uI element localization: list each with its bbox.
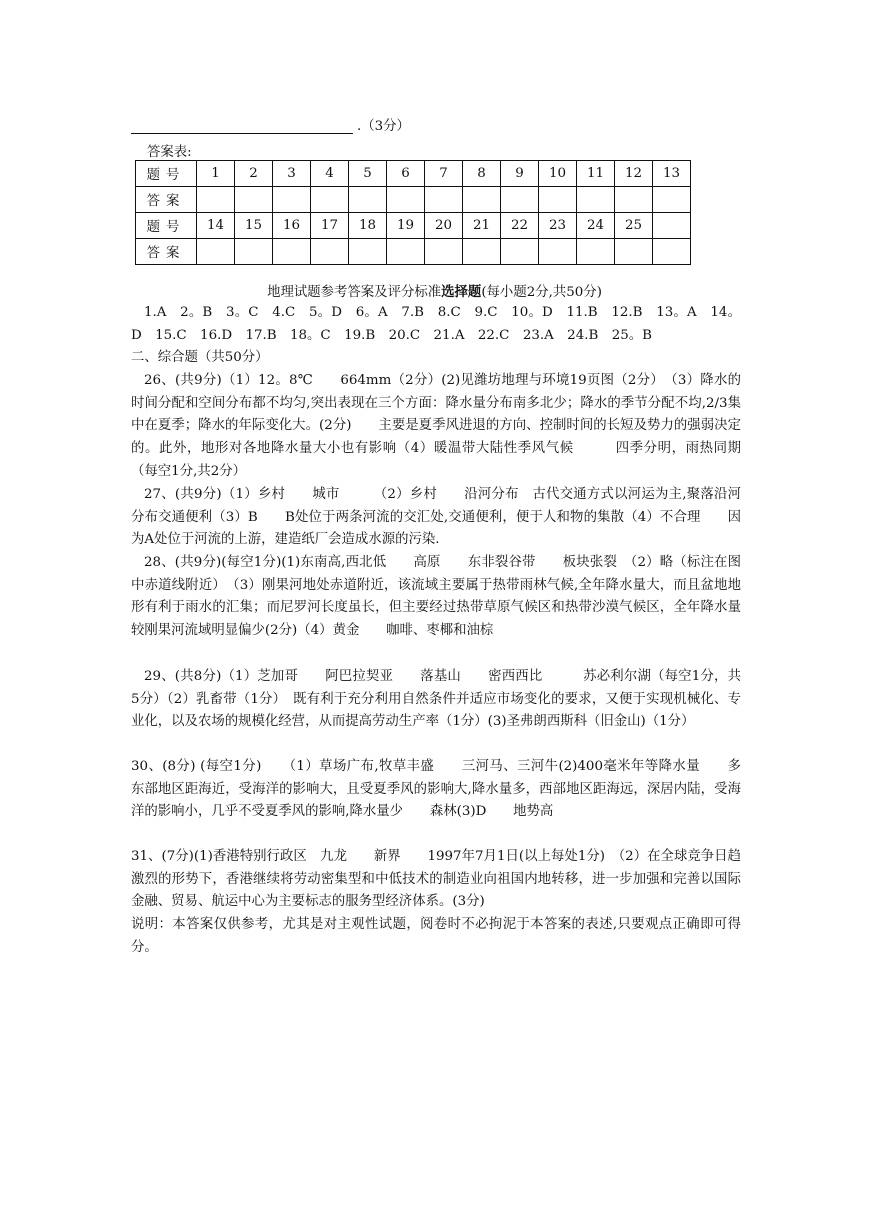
answer-cell[interactable] <box>653 187 691 213</box>
multiple-choice-answers: 1.A 2。B 3。C 4.C 5。D 6。A 7.B 8.C 9.C 10。D 11.B 12.B 13。A 14。D 15.C 16.D 17.B 18。C 19.B 20.C 21.A 22.C 23.A 24.B 25。B <box>131 305 741 343</box>
answer-q28: 28、(共9分)(每空1分)(1)东南高,西北低 高原 东非裂谷带 板块张裂 （2）略（标注在图中赤道线附近） （3）刚果河地处赤道附近，该流域主要属于热带雨林气候,全年降水量大，而且盆地地形有利于雨水的汇集；而尼罗河长度虽长，但主要经过热带草原气候区和热带沙漠气候区，全年降水量较刚果河流域明显偏少(2分)（4）黄金 咖啡、枣椰和油棕 <box>131 555 741 639</box>
row-header-answer: 答案 <box>136 239 197 265</box>
blank-underline <box>131 119 353 134</box>
answer-cell[interactable] <box>463 187 501 213</box>
question-number <box>653 213 691 239</box>
row-header-number: 题号 <box>136 161 197 187</box>
question-number: 16 <box>273 213 311 239</box>
answer-cell[interactable] <box>577 187 615 213</box>
question-number: 2 <box>235 161 273 187</box>
question-number: 13 <box>653 161 691 187</box>
question-number: 7 <box>425 161 463 187</box>
answer-cell[interactable] <box>501 239 539 265</box>
answer-cell[interactable] <box>539 239 577 265</box>
answer-q31: 31、(7分)(1)香港特别行政区 九龙 新界 1997年7月1日(以上每处1分) （2）在全球竞争日趋激烈的形势下，香港继续将劳动密集型和中低技术的制造业向祖国内地转移，进一步加强和完善以国际金融、贸易、航运中心为主要标志的服务型经济体系。(3分) <box>131 849 741 910</box>
answer-cell[interactable] <box>425 239 463 265</box>
question-number: 14 <box>197 213 235 239</box>
row-header-number: 题号 <box>136 213 197 239</box>
table-row <box>136 239 691 265</box>
answer-cell[interactable] <box>273 187 311 213</box>
answer-cell[interactable] <box>615 239 653 265</box>
grading-note: 说明：本答案仅供参考，尤其是对主观性试题，阅卷时不必拘泥于本答案的表述,只要观点正确即可得分。 <box>131 917 741 955</box>
question-number: 12 <box>615 161 653 187</box>
answer-cell[interactable] <box>387 239 425 265</box>
answer-q29: 29、(共8分)（1）芝加哥 阿巴拉契亚 落基山 密西西比 苏必利尔湖（每空1分，共5分）（2）乳畜带（1分） 既有利于充分利用自然条件并适应市场变化的要求，又便于实现机械化、专业化，以及农场的规模化经营，从而提高劳动生产率（1分）(3)圣弗朗西斯科（旧金山)（1分） <box>131 669 741 730</box>
question-number: 17 <box>311 213 349 239</box>
answer-cell[interactable] <box>349 187 387 213</box>
answer-cell[interactable] <box>235 239 273 265</box>
table-row <box>136 161 691 187</box>
question-number: 11 <box>577 161 615 187</box>
row-header-answer: 答案 <box>136 187 197 213</box>
answer-cell[interactable] <box>501 187 539 213</box>
answer-key-title-prefix: 地理试题参考答案及评分标准 <box>267 285 442 300</box>
answer-cell[interactable] <box>577 239 615 265</box>
question-number: 18 <box>349 213 387 239</box>
answer-cell[interactable] <box>197 187 235 213</box>
question-number: 4 <box>311 161 349 187</box>
question-number: 3 <box>273 161 311 187</box>
answer-cell[interactable] <box>235 187 273 213</box>
answer-table <box>135 160 691 265</box>
question-number: 25 <box>615 213 653 239</box>
question-number: 6 <box>387 161 425 187</box>
answer-cell[interactable] <box>311 239 349 265</box>
answer-cell[interactable] <box>615 187 653 213</box>
question-number: 10 <box>539 161 577 187</box>
question-number: 19 <box>387 213 425 239</box>
answer-cell[interactable] <box>349 239 387 265</box>
answer-cell[interactable] <box>653 239 691 265</box>
answer-q26: 26、(共9分)（1）12。8℃ 664mm（2分）(2)见潍坊地理与环境19页图（2分） （3）降水的时间分配和空间分布都不均匀,突出表现在三个方面：降水量分布南多北少；降水的季节分配不均,2/3集中在夏季；降水的年际变化大。(2分) 主要是夏季风进退的方向、控制时间的长短及势力的强弱决定的。此外，地形对各地降水量大小也有影响（4）暖温带大陆性季风气候 四季分明，雨热同期（每空1分,共2分） <box>131 373 741 479</box>
question-number: 24 <box>577 213 615 239</box>
question-number: 22 <box>501 213 539 239</box>
question-number: 8 <box>463 161 501 187</box>
answer-cell[interactable] <box>387 187 425 213</box>
table-row <box>136 187 691 213</box>
question-number: 5 <box>349 161 387 187</box>
answer-q27: 27、(共9分)（1）乡村 城市 （2）乡村 沿河分布 古代交通方式以河运为主,聚落沿河分布交通便利（3）B B处位于两条河流的交汇处,交通便利，便于人和物的集散（4）不合理 因为A处位于河流的上游，建造纸厂会造成水源的污染. <box>131 487 741 548</box>
question-number: 21 <box>463 213 501 239</box>
answer-cell[interactable] <box>425 187 463 213</box>
fill-in-blank-line <box>131 115 410 134</box>
question-number: 23 <box>539 213 577 239</box>
answer-key-title-bold: 选择题 <box>441 284 482 300</box>
answer-cell[interactable] <box>197 239 235 265</box>
answer-table-label: 答案表: <box>147 145 192 160</box>
answer-cell[interactable] <box>311 187 349 213</box>
table-row <box>136 213 691 239</box>
answer-q30: 30、(8分) (每空1分) （1）草场广布,牧草丰盛 三河马、三河牛(2)400毫米年等降水量 多 东部地区距海近，受海洋的影响大，且受夏季风的影响大,降水量多，西部地区距海远，深居内陆，受海洋的影响小，几乎不受夏季风的影响,降水量少 森林(3)D 地势高 <box>131 759 768 820</box>
blank-score: .（3分） <box>357 119 410 134</box>
answer-key-title-suffix: (每小题2分,共50分) <box>481 285 602 300</box>
answer-cell[interactable] <box>273 239 311 265</box>
question-number: 1 <box>197 161 235 187</box>
question-number: 9 <box>501 161 539 187</box>
question-number: 20 <box>425 213 463 239</box>
section-heading: 二、综合题（共50分） <box>131 350 269 365</box>
answer-cell[interactable] <box>463 239 501 265</box>
answer-cell[interactable] <box>539 187 577 213</box>
question-number: 15 <box>235 213 273 239</box>
answer-key-title <box>0 281 869 300</box>
